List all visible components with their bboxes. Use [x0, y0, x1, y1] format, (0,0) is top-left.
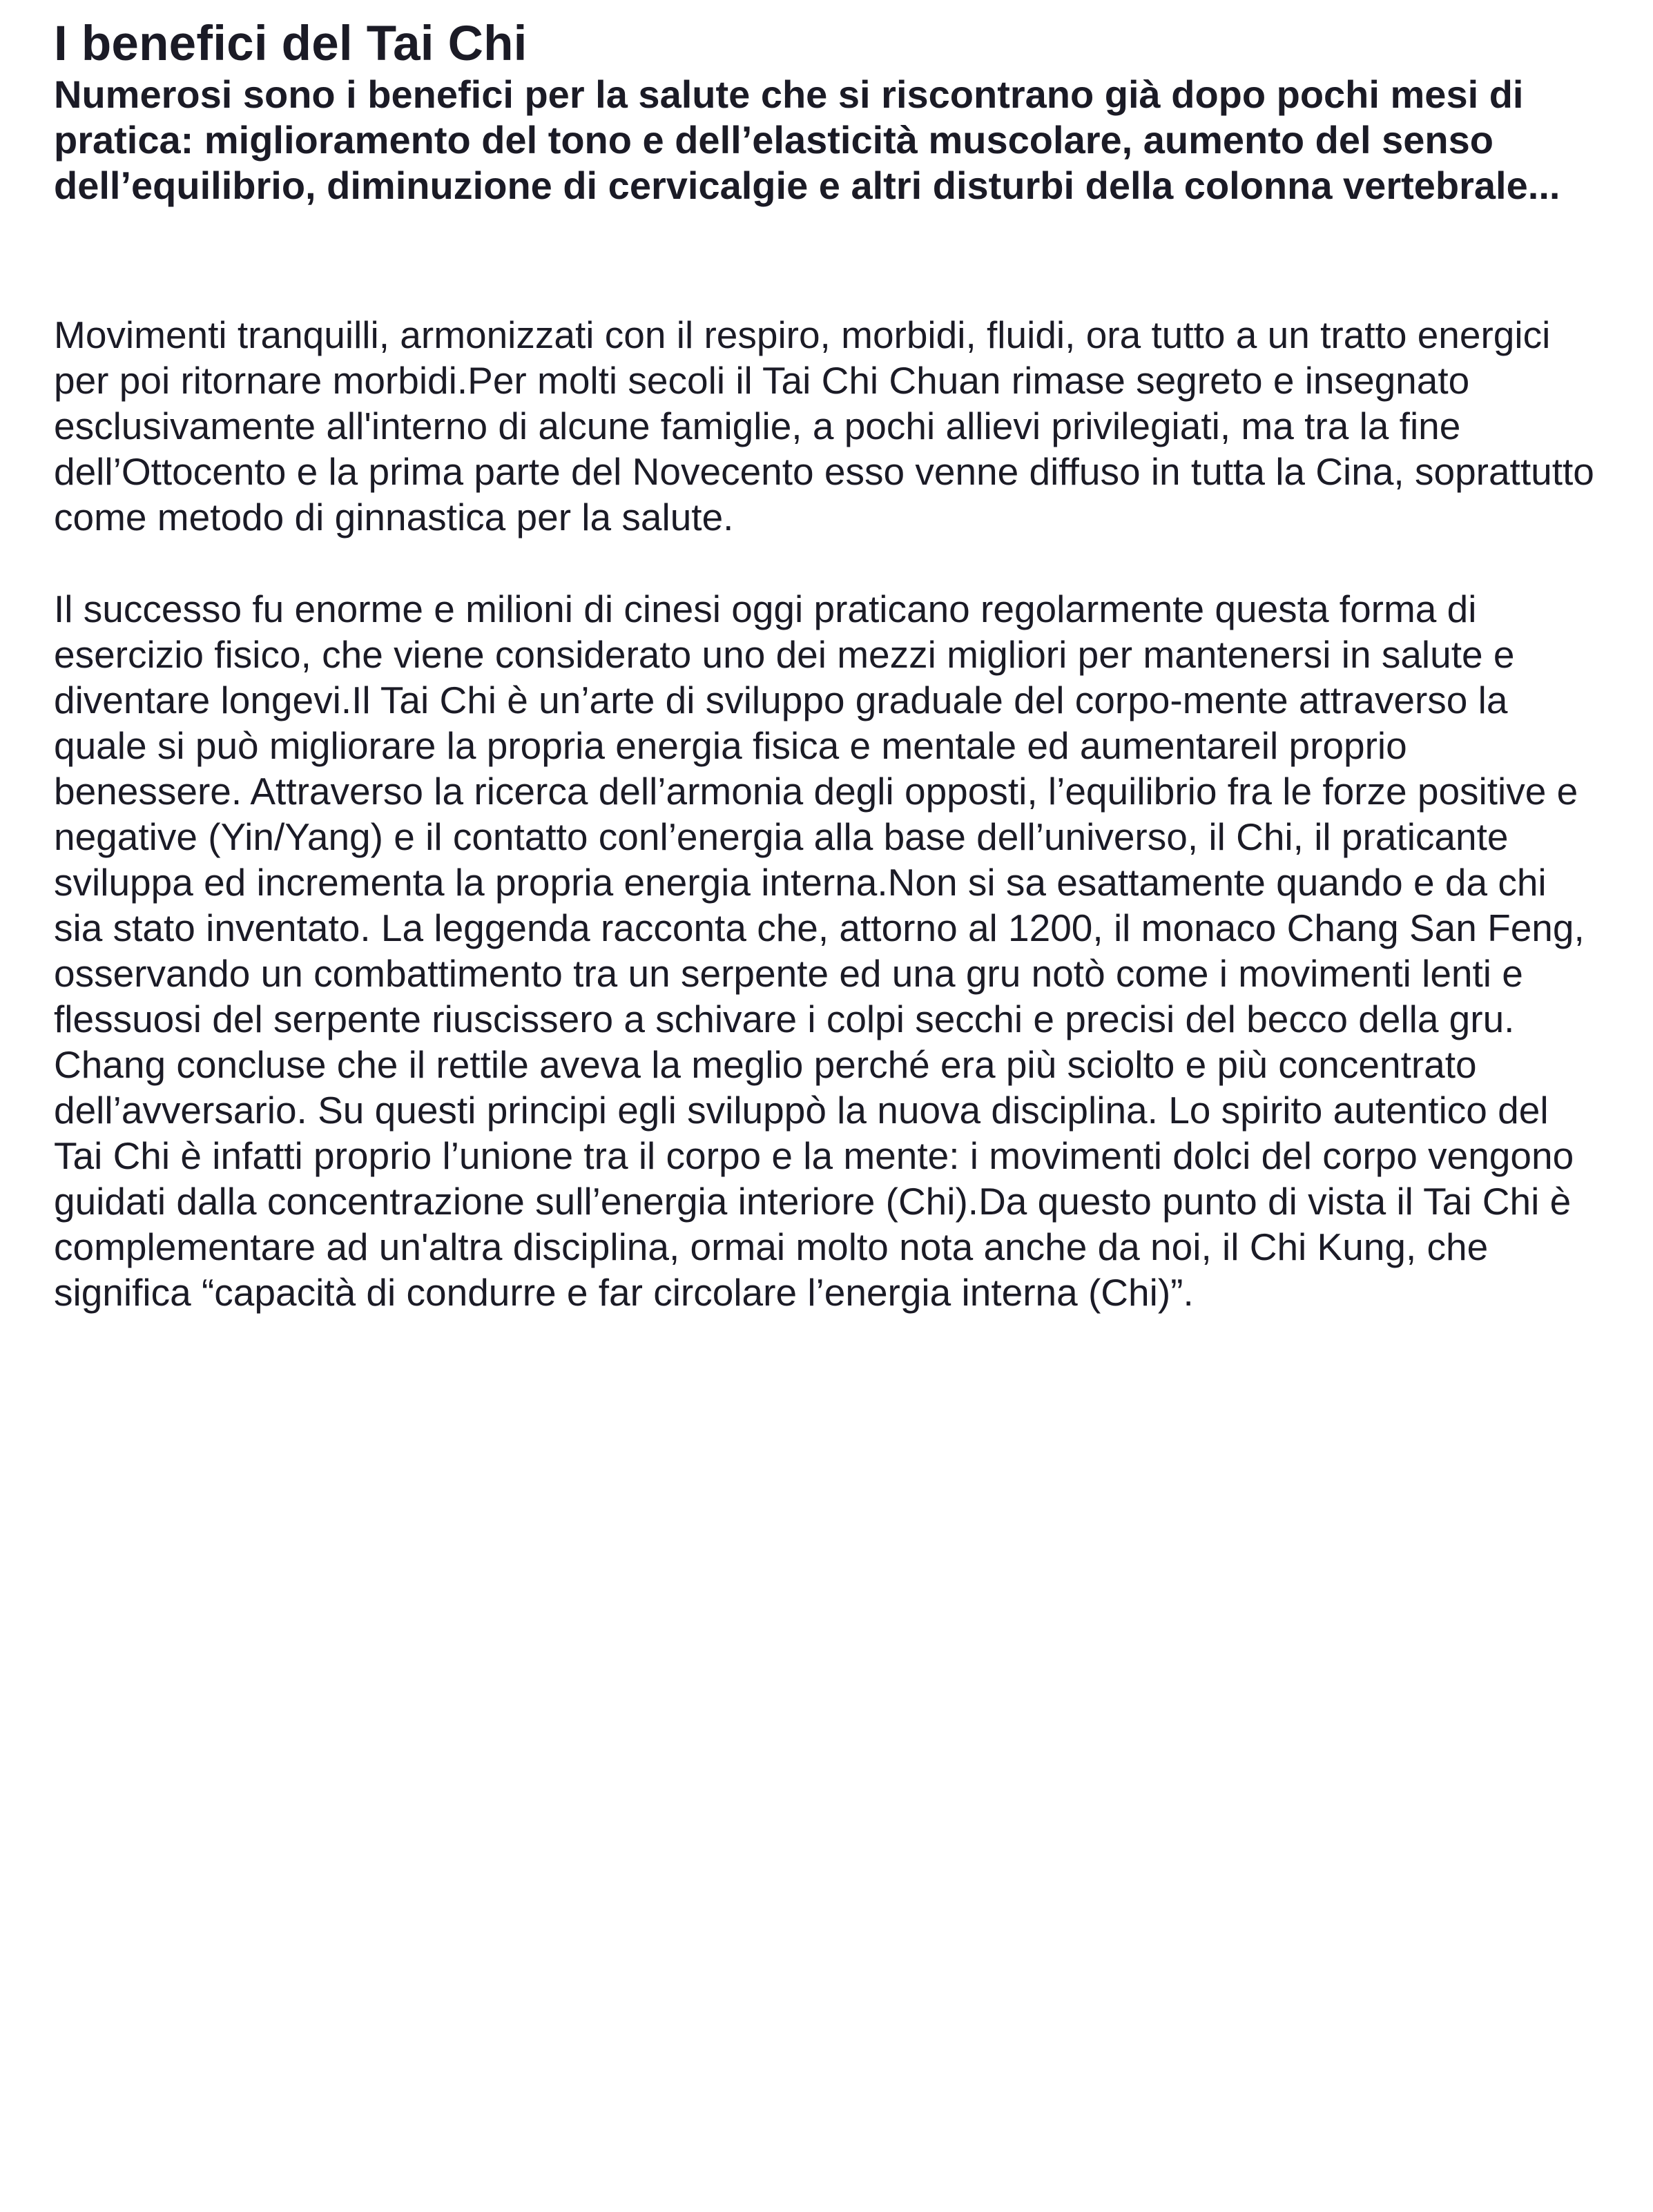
- paragraph-1: Movimenti tranquilli, armonizzati con il respiro, morbidi, fluidi, ora tutto a un tratto energici per poi ritornare morbidi.Per molti secoli il Tai Chi Chuan rimase segreto e insegnato esclusivamente all'interno di alcune famiglie, a pochi allievi privilegiati, ma tra la fine dell’Ottocento e la prima parte del Novecento esso venne diffuso in tutta la Cina, soprattutto come metodo di ginnastica per la salute.: [54, 313, 1594, 539]
- article-subtitle: Numerosi sono i benefici per la salute che si riscontrano già dopo pochi mesi di pratica: miglioramento del tono e dell’elasticità muscolare, aumento del senso dell’equilibrio, diminuzione di cervicalgie e altri disturbi della colonna vertebrale...: [54, 72, 1560, 207]
- article: [54, 17, 1601, 1315]
- page-title: I benefici del Tai Chi: [54, 17, 528, 71]
- article-body: [54, 312, 1601, 1315]
- paragraph-2: Il successo fu enorme e milioni di cinesi oggi praticano regolarmente questa forma di esercizio fisico, che viene considerato uno dei mezzi migliori per mantenersi in salute e diventare longevi.Il Tai Chi è un’arte di sviluppo graduale del corpo-mente attraverso la quale si può migliorare la propria energia fisica e mentale ed aumentareil proprio benessere. Attraverso la ricerca dell’armonia degli opposti, l’equilibrio fra le forze positive e negative (Yin/Yang) e il contatto conl’energia alla base dell’universo, il Chi, il praticante sviluppa ed incrementa la propria energia interna.Non si sa esattamente quando e da chi sia stato inventato. La leggenda racconta che, attorno al 1200, il monaco Chang San Feng, osservando un combattimento tra un serpente ed una gru notò come i movimenti lenti e flessuosi del serpente riuscissero a schivare i colpi secchi e precisi del becco della gru. Chang concluse che il rettile aveva la meglio perché era più sciolto e più concentrato dell’avversario. Su questi principi egli sviluppò la nuova disciplina. Lo spirito autentico del Tai Chi è infatti proprio l’unione tra il corpo e la mente: i movimenti dolci del corpo vengono guidati dalla concentrazione sull’energia interiore (Chi).Da questo punto di vista il Tai Chi è complementare ad un'altra disciplina, ormai molto nota anche da noi, il Chi Kung, che significa “capacità di condurre e far circolare l’energia interna (Chi)”.: [54, 588, 1585, 1314]
